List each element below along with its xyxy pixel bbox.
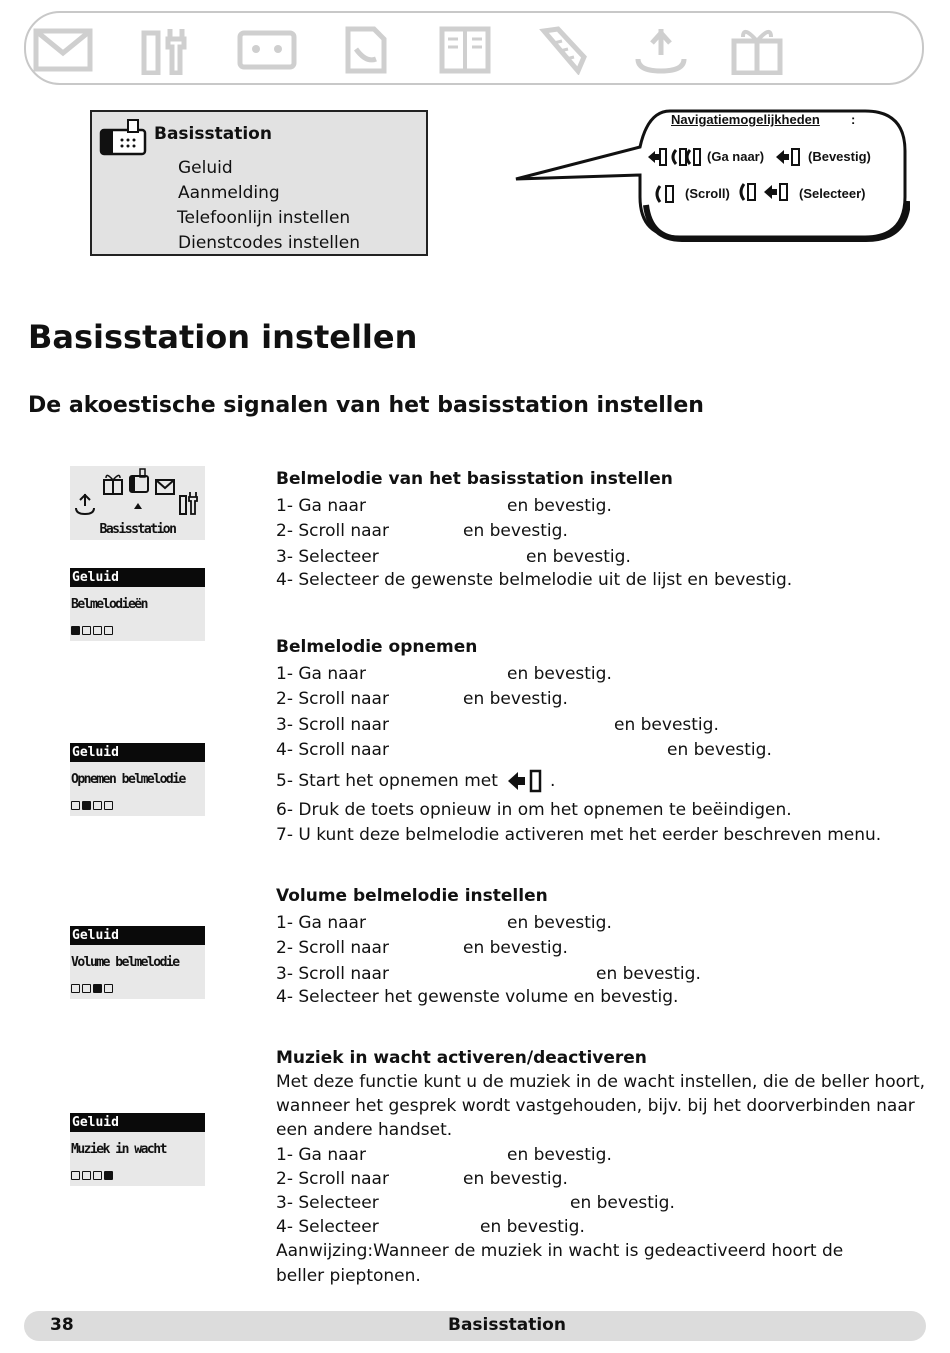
step-text: 3- Scroll naar [276,964,389,984]
nav-selecteer-label: (Selecteer) [799,186,866,201]
screen-header: Geluid [70,926,205,945]
menu-item-telefoonlijn[interactable]: Telefoonlijn instellen [177,208,351,228]
page-title: Basisstation instellen [28,318,418,356]
section-heading-volume: Volume belmelodie instellen [276,886,548,906]
navigation-title-colon: : [851,112,856,127]
ga-naar-keys-icon [646,146,704,168]
step-text: en bevestig. [480,1217,585,1237]
menu-title: Basisstation [154,124,272,144]
paragraph-text: wanneer het gesprek wordt vastgehouden, bijv. bij het doorverbinden naar [276,1096,915,1116]
menu-item-aanmelding[interactable]: Aanmelding [178,183,280,203]
menu-item-dienstcodes[interactable]: Dienstcodes instellen [178,233,360,253]
step-text: 1- Ga naar [276,913,366,933]
base-station-device-icon [128,468,150,494]
step-text: en bevestig. [463,521,568,541]
section-heading-opnemen: Belmelodie opnemen [276,637,478,657]
gift-icon [726,25,788,75]
step-text: 4- Selecteer [276,1217,379,1237]
note-text: beller pieptonen. [276,1266,421,1286]
step-text: en bevestig. [463,689,568,709]
envelope-icon [154,478,176,496]
step-text: en bevestig. [596,964,701,984]
cassette-icon [236,25,298,75]
confirm-key-icon [507,768,547,794]
step-text: 7- U kunt deze belmelodie activeren met het eerder beschreven menu. [276,825,882,845]
screen-header: Geluid [70,1113,205,1132]
step-text: en bevestig. [507,913,612,933]
nav-ga-naar-label: (Ga naar) [707,149,765,164]
page-footer [24,1311,926,1341]
footer-title: Basisstation [448,1315,566,1335]
step-text: 1- Ga naar [276,496,366,516]
base-station-icon [630,25,692,75]
step-text: en bevestig. [526,547,631,567]
step-text: 1- Ga naar [276,664,366,684]
gift-icon [102,472,124,496]
step-text: 4- Scroll naar [276,740,389,760]
step-text: en bevestig. [463,938,568,958]
menu-box [90,110,428,256]
step-text: 5- Start het opnemen met [276,771,498,791]
step-text: en bevestig. [507,496,612,516]
phone-book-icon [334,25,396,75]
paragraph-text: een andere handset. [276,1120,453,1140]
screen-volume-belmelodie [70,926,205,999]
screen-belmelodieen [70,568,205,641]
screen-position-indicator [71,626,113,635]
section-heading-muziek: Muziek in wacht activeren/deactiveren [276,1048,647,1068]
screen-position-indicator [71,1171,113,1180]
step-text: en bevestig. [667,740,772,760]
step-text: 3- Selecteer [276,547,379,567]
step-text: en bevestig. [614,715,719,735]
nav-scroll-label: (Scroll) [685,186,730,201]
tools-icon [178,490,200,516]
base-station-device-icon [98,118,148,156]
step-text: 6- Druk de toets opnieuw in om het opnemen te beëindigen. [276,800,792,820]
step-text: 4- Selecteer de gewenste belmelodie uit de lijst en bevestig. [276,570,793,590]
screen-muziek-in-wacht [70,1113,205,1186]
step-text: 1- Ga naar [276,1145,366,1165]
step-text: en bevestig. [570,1193,675,1213]
navigation-title: Navigatiemogelijkheden [671,112,820,127]
tools-icon [136,25,198,75]
screen-label: Muziek in wacht [71,1142,166,1157]
step-text: . [550,771,556,791]
step-text: en bevestig. [507,1145,612,1165]
step-text: 2- Scroll naar [276,689,389,709]
section-heading-belmelodie: Belmelodie van het basisstation instellen [276,469,673,489]
paragraph-text: Met deze functie kunt u de muziek in de wacht instellen, die de beller hoort, [276,1072,926,1092]
nav-bevestig-label: (Bevestig) [808,149,871,164]
step-text: 4- Selecteer het gewenste volume en bevestig. [276,987,679,1007]
scroll-keys-icon [652,183,680,205]
bevestig-key-icon [775,146,803,168]
step-text: 3- Selecteer [276,1193,379,1213]
screen-label: Basisstation [99,522,176,537]
screen-header: Geluid [70,568,205,587]
base-station-icon [74,492,96,516]
screen-label: Opnemen belmelodie [71,772,185,787]
envelope-icon [32,25,94,75]
section-subtitle: De akoestische signalen van het basisstation instellen [28,393,704,418]
top-icon-bar [24,11,924,85]
selecteer-keys-icon [736,181,794,203]
book-icon [434,25,496,75]
step-text: 3- Scroll naar [276,715,389,735]
step-text: 2- Scroll naar [276,938,389,958]
page-number: 38 [50,1315,74,1335]
step-text: 2- Scroll naar [276,1169,389,1189]
menu-item-geluid[interactable]: Geluid [178,158,233,178]
step-text: 2- Scroll naar [276,521,389,541]
screen-label: Volume belmelodie [71,955,179,970]
selection-arrow-icon [133,502,143,510]
screen-opnemen-belmelodie [70,743,205,816]
handset-icon [532,25,594,75]
screen-position-indicator [71,984,113,993]
step-text: en bevestig. [507,664,612,684]
screen-basisstation [70,466,205,540]
screen-header: Geluid [70,743,205,762]
step-text: en bevestig. [463,1169,568,1189]
screen-position-indicator [71,801,113,810]
screen-label: Belmelodieën [71,597,147,612]
note-text: Aanwijzing:Wanneer de muziek in wacht is gedeactiveerd hoort de [276,1241,844,1261]
